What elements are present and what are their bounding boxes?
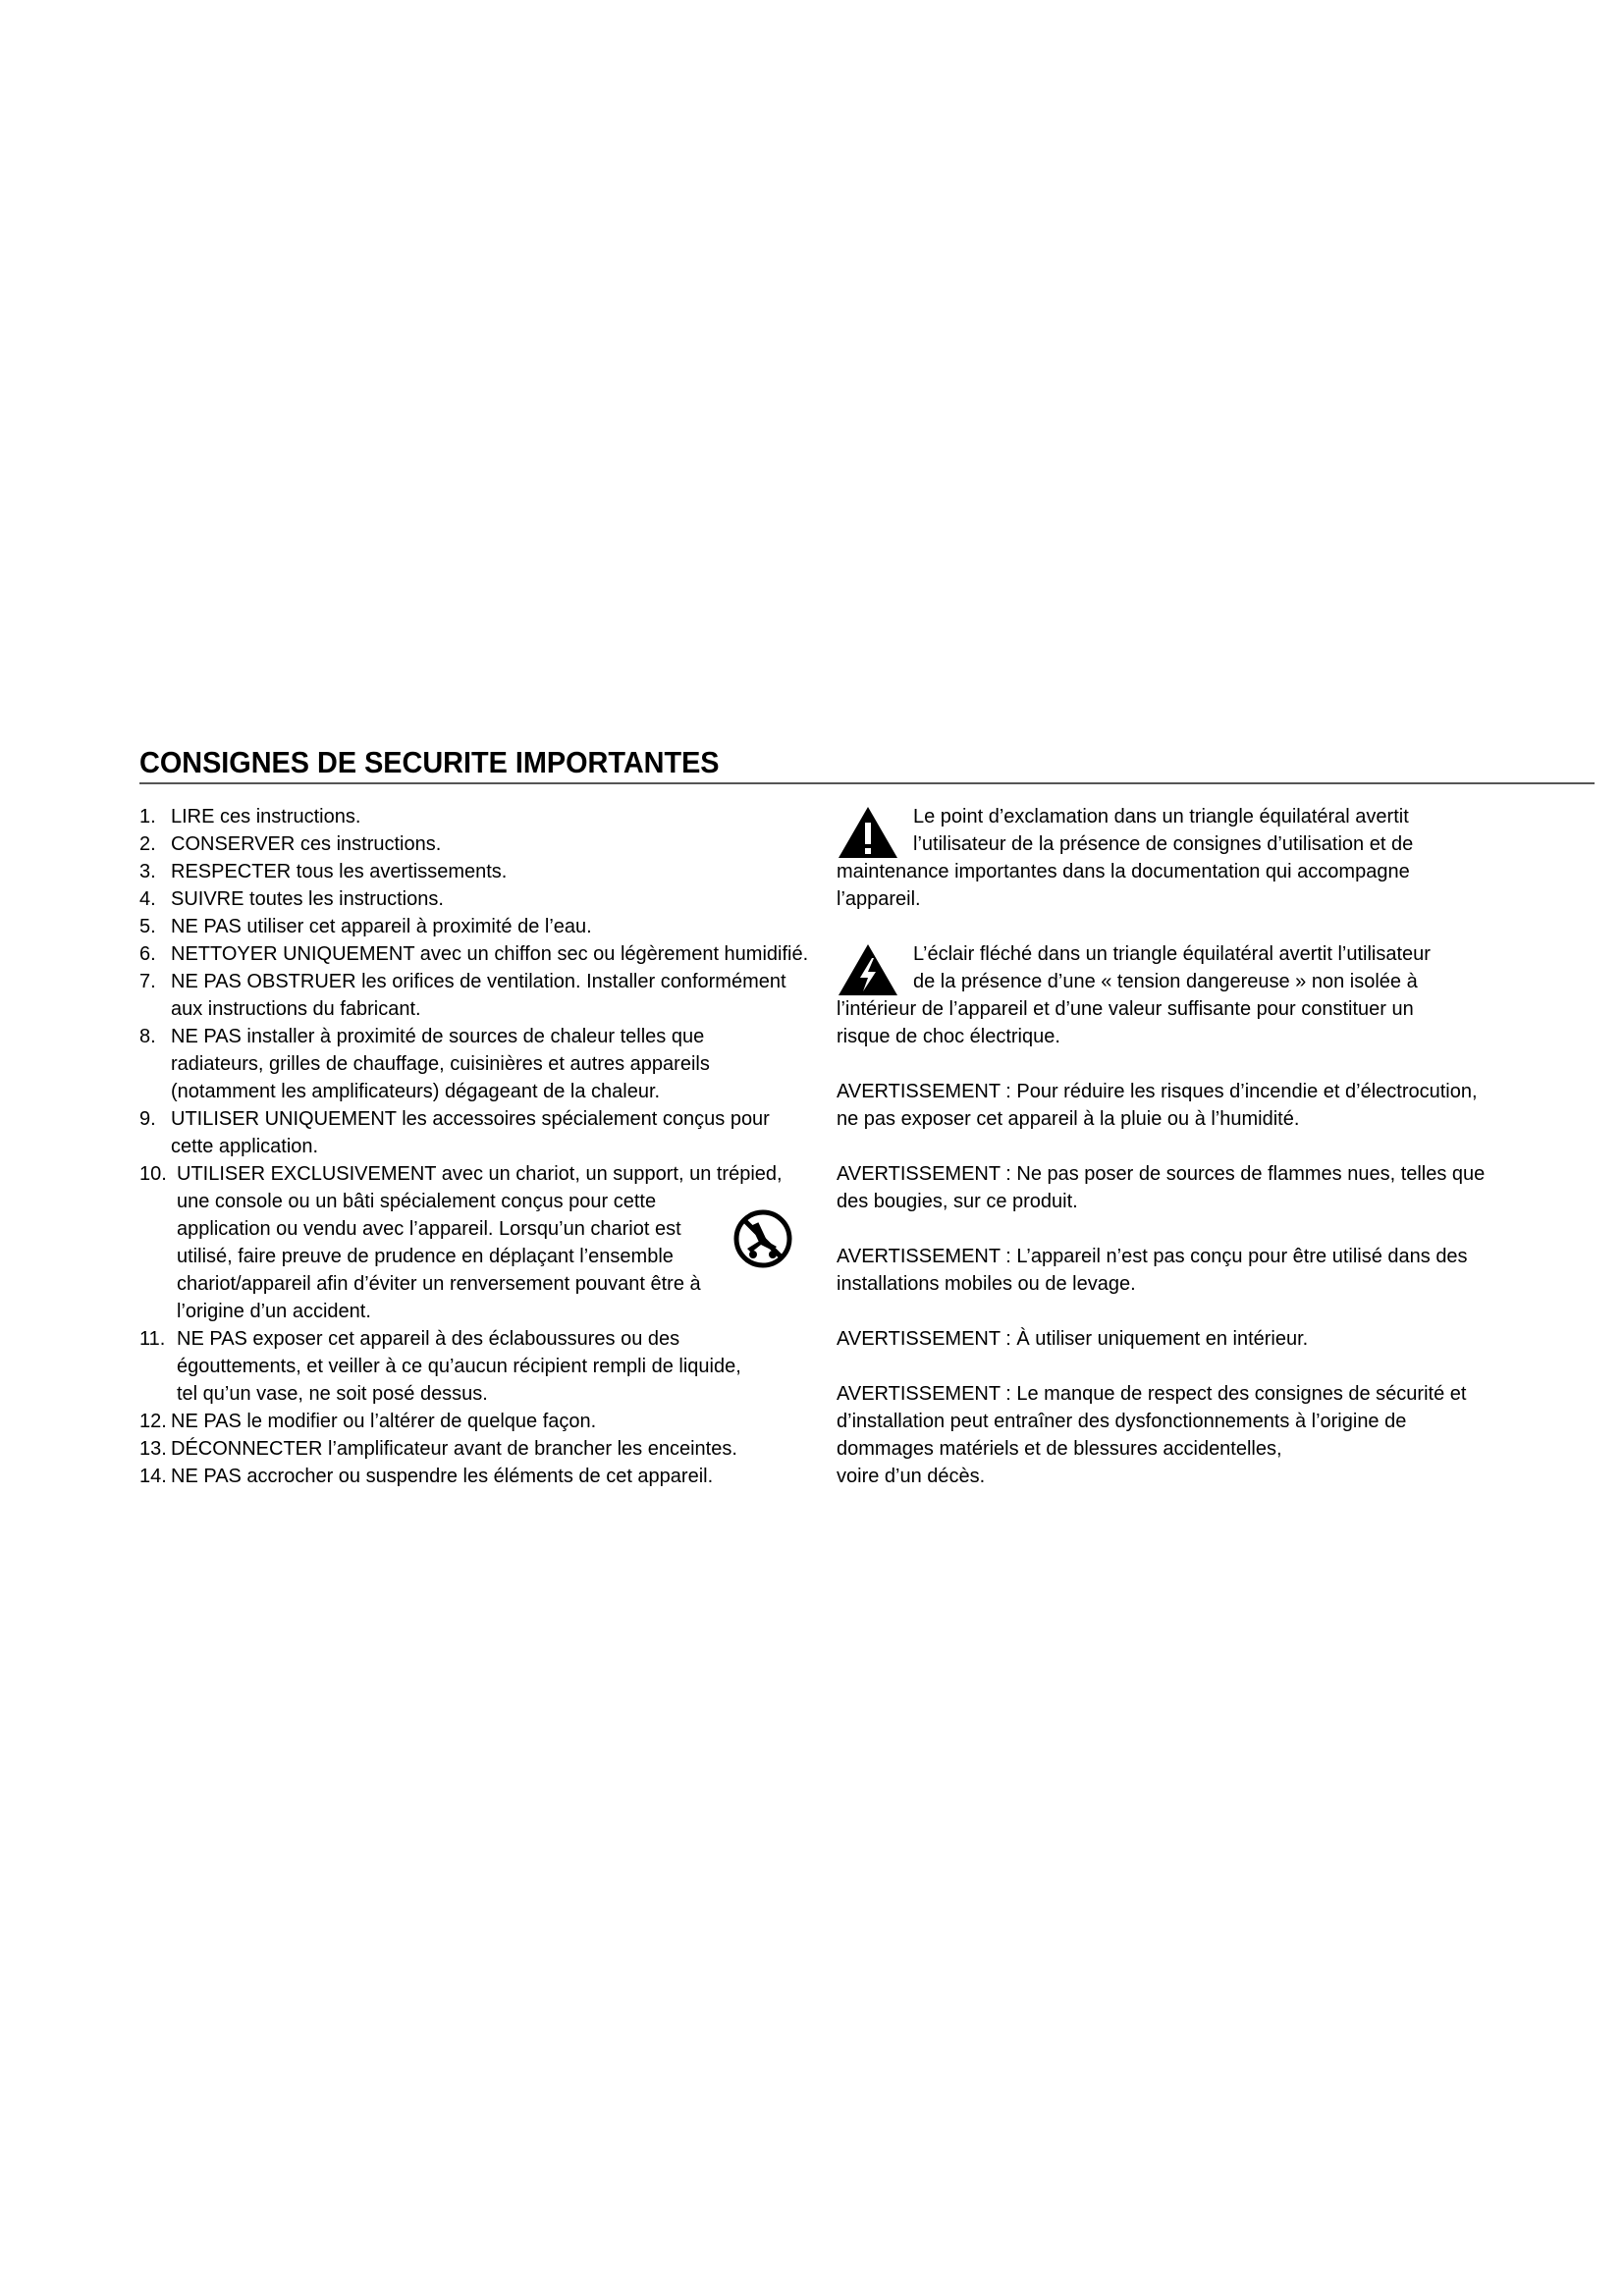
warning-paragraph: AVERTISSEMENT : À utiliser uniquement en intérieur. — [837, 1328, 1309, 1350]
title-divider — [139, 782, 1595, 784]
warning-paragraph: AVERTISSEMENT : L’appareil n’est pas conçu pour être utilisé dans des installations mobiles ou de levage. — [837, 1246, 1468, 1295]
instruction-item: 1. LIRE ces instructions. — [139, 806, 361, 828]
instructions-list — [139, 803, 817, 1490]
warnings-column — [837, 803, 1543, 1518]
instruction-item: 2. CONSERVER ces instructions. — [139, 833, 442, 855]
page-title: CONSIGNES DE SECURITE IMPORTANTES — [139, 745, 720, 779]
instruction-item: 11. NE PAS exposer cet appareil à des éclaboussures ou des égouttements, et veiller à ce qu’aucun récipient rempli de liquide, tel qu’un vase, ne soit posé dessus. — [139, 1328, 741, 1405]
instruction-item: 7. NE PAS OBSTRUER les orifices de ventilation. Installer conformément aux instructions du fabricant. — [139, 971, 786, 1020]
instruction-item: 5. NE PAS utiliser cet appareil à proximité de l’eau. — [139, 916, 592, 937]
warning-paragraph: AVERTISSEMENT : Le manque de respect des consignes de sécurité et d’installation peut entraîner des dysfonctionnements à l’origine de dommages matériels et de blessures accidentelles, voire d’un décès. — [837, 1383, 1467, 1487]
warning-paragraph: AVERTISSEMENT : Ne pas poser de sources de flammes nues, telles que des bougies, sur ce produit. — [837, 1163, 1486, 1212]
instruction-item: 13. DÉCONNECTER l’amplificateur avant de brancher les enceintes. — [139, 1438, 737, 1460]
exclamation-triangle-icon — [837, 805, 899, 860]
instruction-item: 8. NE PAS installer à proximité de sources de chaleur telles que radiateurs, grilles de chauffage, cuisinières et autres appareils (notamment les amplificateurs) dégageant de la chaleur. — [139, 1026, 710, 1102]
cart-tip-over-icon — [733, 1209, 792, 1268]
symbol-explanation: Le point d’exclamation dans un triangle équilatéral avertit l’utilisateur de la présence de consignes d’utilisation et de maintenance importantes dans la documentation qui accompagne l’appareil. — [837, 806, 1414, 910]
lightning-triangle-icon — [837, 942, 899, 997]
instruction-item: 12. NE PAS le modifier ou l’altérer de quelque façon. — [139, 1411, 597, 1432]
instruction-item: 3. RESPECTER tous les avertissements. — [139, 861, 508, 882]
warning-paragraph: AVERTISSEMENT : Pour réduire les risques d’incendie et d’électrocution, ne pas exposer cet appareil à la pluie ou à l’humidité. — [837, 1081, 1478, 1130]
instruction-item: 6. NETTOYER UNIQUEMENT avec un chiffon sec ou légèrement humidifié. — [139, 943, 809, 965]
instruction-item: 9. UTILISER UNIQUEMENT les accessoires spécialement conçus pour cette application. — [139, 1108, 770, 1157]
instruction-item: 14. NE PAS accrocher ou suspendre les éléments de cet appareil. — [139, 1466, 714, 1487]
instruction-item: 4. SUIVRE toutes les instructions. — [139, 888, 444, 910]
symbol-explanation: L’éclair fléché dans un triangle équilatéral avertit l’utilisateur de la présence d’une « tension dangereuse » non isolée à l’intérieur de l’appareil et d’une valeur suffisante pour constituer un risque de choc électrique. — [837, 943, 1431, 1047]
instruction-item: 10. UTILISER EXCLUSIVEMENT avec un chariot, un support, un trépied, une console ou un bâti spécialement conçus pour cette application ou vendu avec l’appareil. Lorsqu’un chariot est utilisé, faire preuve de prudence en déplaçant l’ensemble chariot/appareil afin d’éviter un renversement pouvant être à l’origine d’un accident. — [139, 1163, 783, 1322]
